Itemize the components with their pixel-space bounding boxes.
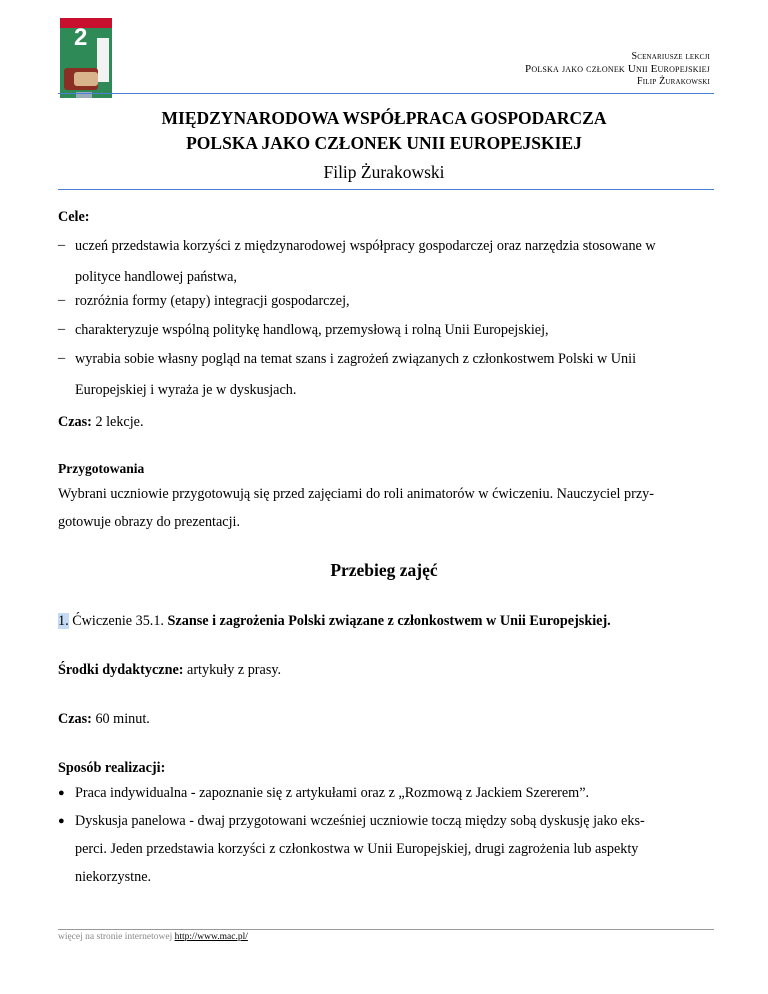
przebieg-heading: Przebieg zajęć [330, 560, 438, 580]
czas-label: Czas: [58, 414, 92, 430]
cover-photo-detail [74, 72, 98, 86]
sposob-item-2: Dyskusja panelowa - dwaj przygotowani wcześniej uczniowie toczą między sobą dyskusję jako eks- [75, 813, 645, 829]
header-rule [58, 93, 714, 94]
czas-exercise-value: 60 minut. [91, 711, 150, 727]
przygotowania-line-1: Wybrani uczniowie przygotowują się przed zajęciami do roli animatorów w ćwiczeniu. Nauczyciel przy- [58, 486, 654, 502]
przygotowania-label: Przygotowania [58, 461, 145, 476]
czas-exercise-label: Czas: [58, 711, 92, 727]
sposob-label: Sposób realizacji: [58, 760, 166, 776]
header-series: Scenariusze lekcji [631, 51, 710, 62]
exercise-title: Szanse i zagrożenia Polski związane z członkostwem w Unii Europejskiej. [167, 613, 611, 629]
cover-number: 2 [74, 24, 88, 51]
srodki-label: Środki dydaktyczne: [58, 662, 184, 678]
sposob-item-2-cont: perci. Jeden przedstawia korzyści z członkostwa w Unii Europejskiej, drugi zagrożenia lub aspekty [75, 841, 639, 857]
footer [58, 932, 248, 942]
exercise-number: 1. [58, 613, 69, 629]
srodki-line [58, 660, 281, 680]
main-title: MIĘDZYNARODOWA WSPÓŁPRACA GOSPODARCZA [161, 108, 607, 128]
dash-marker: – [58, 292, 66, 308]
author-name: Filip Żurakowski [323, 162, 445, 182]
bullet-marker: ● [58, 815, 65, 827]
dash-marker: – [58, 350, 66, 366]
cele-item-3: charakteryzuje wspólną politykę handlową, przemysłową i rolną Unii Europejskiej, [75, 322, 549, 338]
przygotowania-line-2: gotowuje obrazy do prezentacji. [58, 514, 240, 530]
title-rule [58, 189, 714, 190]
book-cover-image [60, 18, 112, 98]
footer-rule [58, 929, 714, 930]
dash-marker: – [58, 237, 66, 253]
cele-item-2: rozróżnia formy (etapy) integracji gospodarczej, [75, 293, 350, 309]
header-topic: Polska jako członek Unii Europejskiej [525, 63, 710, 75]
cele-item-1: uczeń przedstawia korzyści z międzynarodowej współpracy gospodarczej oraz narzędzia stosowane w [75, 238, 656, 254]
sposob-item-1: Praca indywidualna - zapoznanie się z artykułami oraz z „Rozmową z Jackiem Szererem”. [75, 785, 590, 801]
cele-item-4-cont: Europejskiej i wyraża je w dyskusjach. [75, 382, 297, 398]
bullet-marker: ● [58, 787, 65, 799]
cele-label: Cele: [58, 209, 90, 225]
cover-side-panel [97, 38, 109, 82]
czas-exercise-line [58, 709, 150, 729]
exercise-prefix: Ćwiczenie 35.1. [68, 613, 168, 629]
dash-marker: – [58, 321, 66, 337]
srodki-value: artykuły z prasy. [183, 662, 282, 678]
sposob-item-2-cont2: niekorzystne. [75, 869, 152, 885]
exercise-line [58, 611, 611, 631]
czas-line [58, 412, 144, 432]
cele-item-4: wyrabia sobie własny pogląd na temat szans i zagrożeń związanych z członkostwem Polski w Unii [75, 351, 637, 367]
cele-item-1-cont: polityce handlowej państwa, [75, 269, 237, 285]
footer-link[interactable]: http://www.mac.pl/ [174, 932, 248, 942]
subtitle: POLSKA JAKO CZŁONEK UNII EUROPEJSKIEJ [186, 133, 582, 153]
czas-value: 2 lekcje. [91, 414, 144, 430]
footer-text: więcej na stronie internetowej [58, 932, 175, 942]
header-author: Filip Żurakowski [637, 76, 710, 87]
